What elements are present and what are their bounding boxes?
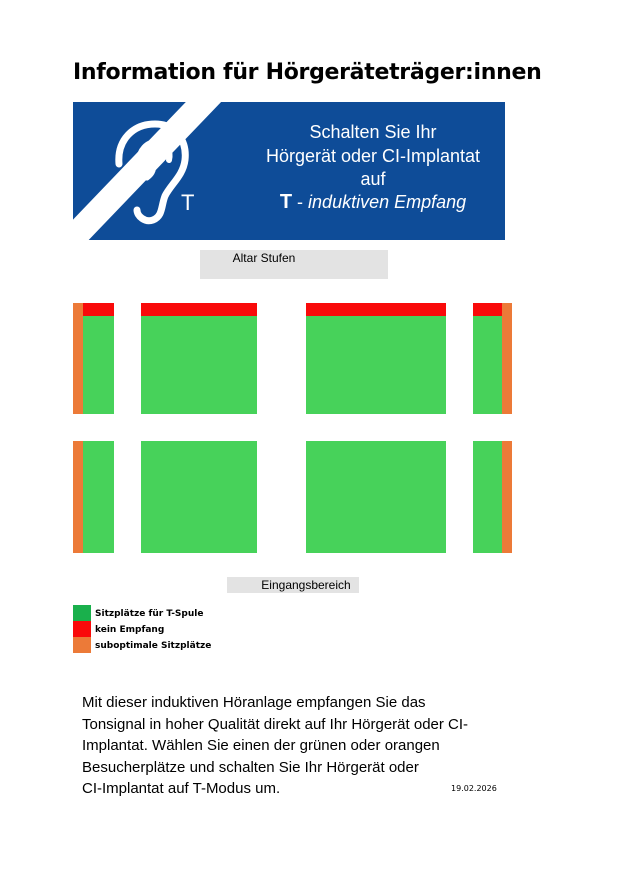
seat-zone-suboptimal <box>73 441 83 553</box>
banner-dash: - <box>292 192 309 212</box>
seat-zone-suboptimal <box>73 303 83 414</box>
seat-zone-no-reception <box>473 303 502 316</box>
legend-label-t-coil: Sitzplätze für T-Spule <box>95 609 204 619</box>
legend-swatch-green <box>73 605 91 621</box>
altar-label-text: Altar Stufen <box>232 251 296 265</box>
info-line: Mit dieser induktiven Höranlage empfangen Sie das <box>82 694 426 711</box>
info-line: CI-Implantat auf T-Modus um. <box>82 780 281 797</box>
banner-induktiv: induktiven Empfang <box>308 192 467 212</box>
legend-swatch-red <box>73 621 91 637</box>
legend-label-no-reception: kein Empfang <box>95 625 165 635</box>
legend-label-suboptimal: suboptimale Sitzplätze <box>95 641 212 651</box>
seat-zone-no-reception <box>141 303 257 316</box>
document-date: 19.02.2026 <box>451 784 497 793</box>
seat-block-back-center-right <box>306 441 446 553</box>
banner-line-4 <box>241 191 505 214</box>
seat-zone-suboptimal <box>502 303 512 414</box>
info-line: Implantat. Wählen Sie einen der grünen oder orangen <box>82 737 440 754</box>
info-line: Besucherplätze und schalten Sie Ihr Hörgerät oder <box>82 758 419 776</box>
entrance-label-text: Eingangsbereich <box>261 578 351 592</box>
seat-zone-suboptimal <box>502 441 512 553</box>
hearing-loop-banner <box>73 102 505 240</box>
page-title: Information für Hörgeräteträger:innen <box>73 60 542 85</box>
entrance-label <box>227 577 359 593</box>
info-line: Tonsignal in hoher Qualität direkt auf Ihr Hörgerät oder CI- <box>82 715 469 733</box>
banner-t-letter: T <box>279 191 293 213</box>
seat-block-back-center-left <box>141 441 257 553</box>
seat-block-front-center-left <box>141 303 257 414</box>
seat-zone-no-reception <box>83 303 114 316</box>
banner-line-3: auf <box>360 169 386 189</box>
banner-line-1: Schalten Sie Ihr <box>309 122 437 142</box>
altar-label <box>200 250 388 279</box>
legend-swatch-orange <box>73 637 91 653</box>
banner-line-2: Hörgerät oder CI-Implantat <box>265 146 481 166</box>
seat-zone-no-reception <box>306 303 446 316</box>
t-symbol: T <box>181 190 195 215</box>
seat-block-front-center-right <box>306 303 446 414</box>
